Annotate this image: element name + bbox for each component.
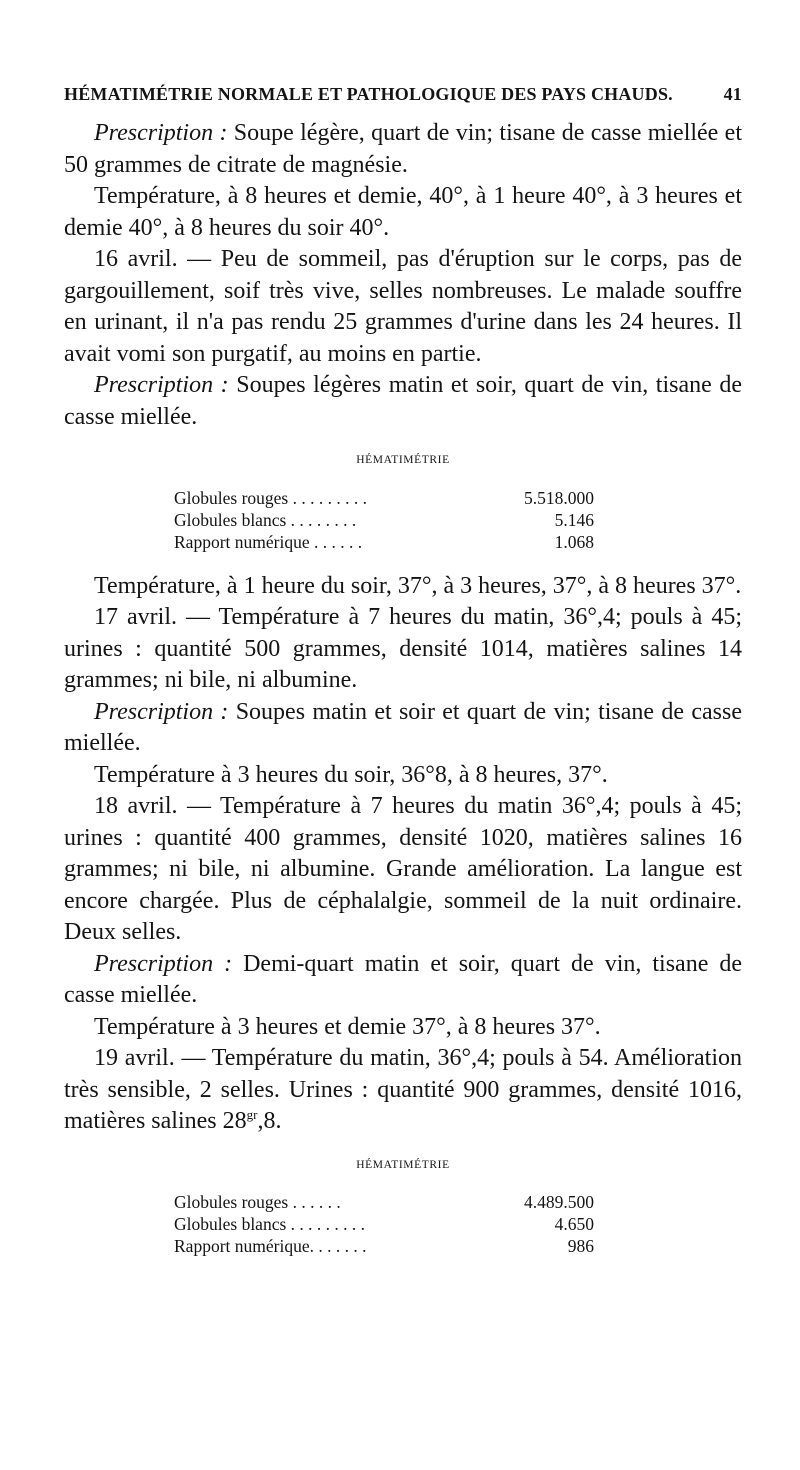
table-row	[174, 509, 594, 531]
paragraph: Température, à 8 heures et demie, 40°, à 1 heure 40°, à 3 heures et demie 40°, à 8 heures du soir 40°.	[64, 183, 742, 241]
paragraph	[64, 949, 742, 1012]
row-label: Rapport numérique . . . . . .	[174, 531, 363, 552]
row-value: 4.650	[554, 1214, 594, 1234]
row-value: 5.146	[554, 509, 594, 530]
row-value: 4.489.500	[524, 1192, 594, 1212]
hematimetry-table-2	[174, 1191, 594, 1257]
body-text	[64, 118, 742, 1257]
paragraph: 17 avril. — Température à 7 heures du matin, 36°,4; pouls à 45; urines : quantité 500 grammes, densité 1014, matières salines 14 grammes; ni bile, ni albumine.	[64, 604, 742, 693]
table-title: HÉMATIMÉTRIE	[356, 454, 450, 466]
paragraph	[64, 1043, 742, 1138]
paragraph	[64, 118, 742, 181]
row-label: Globules rouges . . . . . .	[174, 1192, 341, 1212]
row-label: Globules blancs . . . . . . . .	[174, 509, 357, 530]
paragraph: Température à 3 heures du soir, 36°8, à 8 heures, 37°.	[94, 761, 608, 788]
prescription-label: Prescription :	[94, 372, 229, 398]
prescription-label: Prescription :	[94, 120, 228, 146]
unit-superscript: gr	[246, 1107, 258, 1122]
table-title: HÉMATIMÉTRIE	[356, 1158, 450, 1171]
running-header	[64, 84, 742, 105]
prescription-label: Prescription :	[94, 698, 229, 725]
table-row	[174, 1191, 594, 1213]
paragraph: Température à 3 heures et demie 37°, à 8 heures 37°.	[94, 1013, 601, 1040]
paragraph	[64, 697, 742, 760]
row-value: 5.518.000	[524, 487, 594, 508]
page-number: 41	[723, 84, 742, 104]
row-label: Rapport numérique. . . . . . .	[174, 1236, 367, 1256]
row-label: Globules rouges . . . . . . . . .	[174, 487, 367, 508]
paragraph: 18 avril. — Température à 7 heures du matin 36°,4; pouls à 45; urines : quantité 400 grammes, densité 1020, matières salines 16 grammes; ni bile, ni albumine. Grande amélioration. La langue est encore chargée. Plus de céphalalgie, sommeil de la nuit ordinaire. Deux selles.	[64, 793, 742, 945]
paragraph-text: Demi-quart matin et soir, quart de vin, tisane de casse miellée.	[64, 950, 742, 1008]
paragraph: Température, à 1 heure du soir, 37°, à 3 heures, 37°, à 8 heures 37°.	[94, 572, 742, 599]
row-value: 986	[567, 1236, 594, 1256]
paragraph-text-end: ,8.	[257, 1108, 282, 1134]
table-row	[174, 1235, 594, 1257]
paragraph: 16 avril. — Peu de sommeil, pas d'éruption sur le corps, pas de gargouillement, soif très vive, selles nombreuses. Le malade souffre en urinant, il n'a pas rendu 25 grammes d'urine dans les 24 heures. Il avait vomi son purgatif, au moins en partie.	[64, 246, 742, 367]
row-label: Globules blancs . . . . . . . . .	[174, 1214, 366, 1234]
row-value: 1.068	[554, 531, 594, 552]
paragraph-text: Soupes matin et soir et quart de vin; tisane de casse miellée.	[64, 698, 742, 756]
header-title: HÉMATIMÉTRIE NORMALE ET PATHOLOGIQUE DES PAYS CHAUDS.	[64, 84, 673, 104]
table-row	[174, 487, 594, 509]
table-row	[174, 531, 594, 553]
paragraph	[64, 370, 742, 433]
prescription-label: Prescription :	[94, 950, 233, 977]
paragraph-text: Soupe légère, quart de vin; tisane de casse miellée et 50 grammes de citrate de magnésie.	[64, 120, 742, 178]
paragraph-text: 19 avril. — Température du matin, 36°,4; pouls à 54. Amélioration très sensible, 2 selles. Urines : quantité 900 grammes, densité 1016, matières salines 28	[64, 1045, 742, 1134]
paragraph-text: Soupes légères matin et soir, quart de vin, tisane de casse miellée.	[64, 372, 743, 430]
hematimetry-table-1	[174, 487, 594, 553]
table-row	[174, 1213, 594, 1235]
